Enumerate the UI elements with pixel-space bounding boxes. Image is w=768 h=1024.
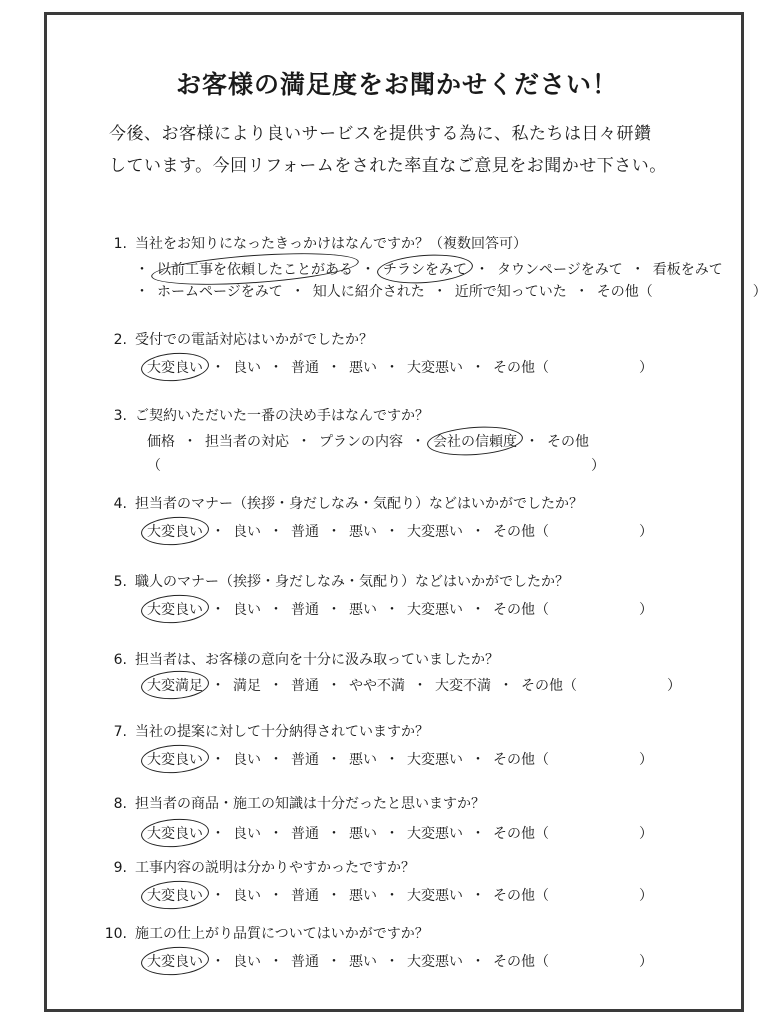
- option-label[interactable]: 普通: [291, 888, 319, 904]
- separator: ・: [385, 826, 399, 842]
- separator: ・: [385, 524, 399, 540]
- option-label[interactable]: 良い: [233, 888, 261, 904]
- close-paren: ）: [639, 888, 653, 904]
- option-label[interactable]: 以前工事を依頼したことがある: [157, 259, 353, 279]
- close-paren: ）: [639, 360, 653, 376]
- option-label[interactable]: その他（: [493, 524, 549, 540]
- option-label[interactable]: 大変悪い: [407, 954, 463, 970]
- separator: ・: [525, 434, 539, 450]
- option-label[interactable]: 看板をみて: [652, 262, 723, 278]
- close-paren: ）: [639, 954, 653, 970]
- question-text: 担当者のマナー（挨拶・身だしなみ・気配り）などはいかがでしたか？: [135, 496, 583, 512]
- close-paren: ）: [639, 826, 653, 842]
- q7-options: [147, 749, 653, 769]
- question-text: 当社の提案に対して十分納得されていますか？: [135, 724, 429, 740]
- separator: ・: [211, 678, 225, 694]
- separator: ・: [327, 954, 341, 970]
- separator: ・: [471, 524, 485, 540]
- q3-options: [147, 431, 589, 451]
- option-label[interactable]: 大変悪い: [407, 888, 463, 904]
- option-label[interactable]: その他（: [521, 678, 577, 694]
- separator: ・: [361, 262, 375, 278]
- option-label[interactable]: 悪い: [349, 524, 377, 540]
- question-number: 5.: [113, 574, 127, 590]
- option-label[interactable]: 大変悪い: [407, 752, 463, 768]
- option-label[interactable]: 良い: [233, 954, 261, 970]
- question-4: [99, 493, 583, 513]
- option-label[interactable]: 大変良い: [147, 749, 203, 769]
- option-label[interactable]: 大変不満: [435, 678, 491, 694]
- option-label[interactable]: タウンページをみて: [497, 262, 623, 278]
- question-number: 8.: [113, 796, 127, 812]
- question-number: 9.: [113, 860, 127, 876]
- option-label[interactable]: 悪い: [349, 888, 377, 904]
- close-paren: ）: [752, 284, 767, 300]
- separator: ・: [385, 602, 399, 618]
- question-1: [99, 233, 527, 253]
- separator: ・: [327, 888, 341, 904]
- separator: ・: [471, 888, 485, 904]
- option-label[interactable]: 大変良い: [147, 951, 203, 971]
- option-label[interactable]: ホームページをみて: [157, 284, 283, 300]
- option-label[interactable]: 価格: [147, 434, 175, 450]
- question-5: [99, 571, 569, 591]
- separator: ・: [385, 954, 399, 970]
- q9-options: [147, 885, 653, 905]
- separator: ・: [327, 752, 341, 768]
- question-number: 3.: [113, 408, 127, 424]
- separator: ・: [297, 434, 311, 450]
- separator: ・: [211, 360, 225, 376]
- question-text: 担当者の商品・施工の知識は十分だったと思いますか？: [135, 796, 485, 812]
- separator: ・: [574, 284, 589, 300]
- separator: ・: [471, 826, 485, 842]
- separator: ・: [499, 678, 513, 694]
- separator: ・: [211, 954, 225, 970]
- option-label[interactable]: 普通: [291, 826, 319, 842]
- q4-options: [147, 521, 653, 541]
- option-label[interactable]: その他（: [493, 752, 549, 768]
- separator: ・: [471, 602, 485, 618]
- intro-line-2: しています。今回リフォームをされた率直なご意見をお聞かせ下さい。: [109, 156, 667, 176]
- option-label[interactable]: 普通: [291, 360, 319, 376]
- option-label[interactable]: 普通: [291, 524, 319, 540]
- separator: ・: [211, 524, 225, 540]
- option-label[interactable]: 良い: [233, 752, 261, 768]
- option-label[interactable]: 大変満足: [147, 675, 203, 695]
- separator: ・: [269, 602, 283, 618]
- option-label[interactable]: 満足: [233, 678, 261, 694]
- option-label[interactable]: その他（: [493, 602, 549, 618]
- option-label[interactable]: 普通: [291, 678, 319, 694]
- separator: ・: [475, 262, 489, 278]
- q1-options-line-2: [127, 281, 767, 301]
- separator: ・: [327, 524, 341, 540]
- separator: ・: [385, 888, 399, 904]
- question-number: 1.: [113, 236, 127, 252]
- question-2: [99, 329, 373, 349]
- separator: ・: [327, 678, 341, 694]
- question-number: 6.: [113, 652, 127, 668]
- separator: ・: [269, 752, 283, 768]
- option-label[interactable]: 会社の信頼度: [433, 431, 517, 451]
- option-label[interactable]: チラシをみて: [383, 259, 467, 279]
- option-label[interactable]: 良い: [233, 826, 261, 842]
- option-label[interactable]: 普通: [291, 752, 319, 768]
- option-label[interactable]: その他（: [493, 954, 549, 970]
- survey-sheet: [44, 12, 767, 1012]
- option-label[interactable]: 悪い: [349, 752, 377, 768]
- question-text: 受付での電話対応はいかがでしたか？: [135, 332, 373, 348]
- separator: ・: [269, 826, 283, 842]
- separator: ・: [471, 954, 485, 970]
- option-label[interactable]: やや不満: [349, 678, 405, 694]
- close-paren: ）: [639, 602, 653, 618]
- question-text: 職人のマナー（挨拶・身だしなみ・気配り）などはいかがでしたか？: [135, 574, 569, 590]
- option-label[interactable]: 知人に紹介された: [312, 284, 425, 300]
- option-label[interactable]: 近所で知っていた: [454, 284, 567, 300]
- question-text: 当社をお知りになったきっかけはなんですか？（複数回答可）: [135, 236, 527, 252]
- question-number: 4.: [113, 496, 127, 512]
- separator: ・: [269, 678, 283, 694]
- separator: ・: [135, 284, 149, 300]
- separator: ・: [211, 602, 225, 618]
- question-9: [99, 857, 415, 877]
- separator: ・: [269, 360, 283, 376]
- separator: ・: [327, 360, 341, 376]
- close-paren: ）: [639, 524, 653, 540]
- question-text: ご契約いただいた一番の決め手はなんですか？: [135, 408, 429, 424]
- separator: ・: [432, 284, 447, 300]
- option-label[interactable]: 悪い: [349, 360, 377, 376]
- option-label[interactable]: 大変悪い: [407, 360, 463, 376]
- close-paren: ）: [591, 458, 605, 474]
- question-text: 担当者は、お客様の意向を十分に汲み取っていましたか？: [135, 652, 499, 668]
- option-label[interactable]: 大変良い: [147, 521, 203, 541]
- question-number: 2.: [113, 332, 127, 348]
- option-label[interactable]: その他（: [493, 826, 549, 842]
- option-label[interactable]: 良い: [233, 524, 261, 540]
- separator: ・: [385, 752, 399, 768]
- option-label[interactable]: 大変良い: [147, 823, 203, 843]
- option-label[interactable]: 普通: [291, 602, 319, 618]
- close-paren: ）: [667, 678, 681, 694]
- question-text: 工事内容の説明は分かりやすかったですか？: [135, 860, 415, 876]
- option-label[interactable]: その他（: [493, 360, 549, 376]
- option-label[interactable]: 悪い: [349, 602, 377, 618]
- q8-options: [147, 823, 653, 843]
- question-3: [99, 405, 429, 425]
- option-label[interactable]: 大変良い: [147, 357, 203, 377]
- separator: ・: [327, 826, 341, 842]
- separator: ・: [211, 826, 225, 842]
- separator: ・: [211, 752, 225, 768]
- separator: ・: [269, 524, 283, 540]
- q2-options: [147, 357, 653, 377]
- option-label[interactable]: 良い: [233, 360, 261, 376]
- separator: ・: [411, 434, 425, 450]
- q1-options-line-1: [127, 259, 723, 279]
- q6-options: [147, 675, 681, 695]
- option-label[interactable]: 悪い: [349, 826, 377, 842]
- question-10: [99, 923, 429, 943]
- q10-options: [147, 951, 653, 971]
- separator: ・: [327, 602, 341, 618]
- question-7: [99, 721, 429, 741]
- separator: ・: [269, 888, 283, 904]
- question-8: [99, 793, 485, 813]
- separator: ・: [290, 284, 305, 300]
- separator: ・: [471, 752, 485, 768]
- option-label[interactable]: プランの内容: [319, 434, 403, 450]
- question-number: 10.: [104, 926, 127, 942]
- separator: ・: [135, 262, 149, 278]
- survey-title: お客様の満足度をお聞かせください！: [175, 70, 618, 99]
- option-label[interactable]: 担当者の対応: [205, 434, 289, 450]
- q3-other-line: [147, 455, 605, 475]
- question-text: 施工の仕上がり品質についてはいかがですか？: [135, 926, 429, 942]
- option-label[interactable]: その他（: [596, 284, 653, 300]
- option-label[interactable]: 普通: [291, 954, 319, 970]
- intro-line-1: 今後、お客様により良いサービスを提供する為に、私たちは日々研鑽: [109, 124, 652, 144]
- open-paren: （: [147, 458, 161, 474]
- option-label[interactable]: 大変良い: [147, 599, 203, 619]
- separator: ・: [385, 360, 399, 376]
- q5-options: [147, 599, 653, 619]
- question-number: 7.: [113, 724, 127, 740]
- close-paren: ）: [639, 752, 653, 768]
- separator: ・: [183, 434, 197, 450]
- option-label[interactable]: その他: [547, 434, 589, 450]
- separator: ・: [269, 954, 283, 970]
- separator: ・: [630, 262, 645, 278]
- option-label[interactable]: 悪い: [349, 954, 377, 970]
- option-label[interactable]: 大変悪い: [407, 602, 463, 618]
- separator: ・: [211, 888, 225, 904]
- option-label[interactable]: 大変悪い: [407, 826, 463, 842]
- option-label[interactable]: その他（: [493, 888, 549, 904]
- separator: ・: [413, 678, 427, 694]
- option-label[interactable]: 良い: [233, 602, 261, 618]
- question-6: [99, 649, 499, 669]
- option-label[interactable]: 大変悪い: [407, 524, 463, 540]
- separator: ・: [471, 360, 485, 376]
- option-label[interactable]: 大変良い: [147, 885, 203, 905]
